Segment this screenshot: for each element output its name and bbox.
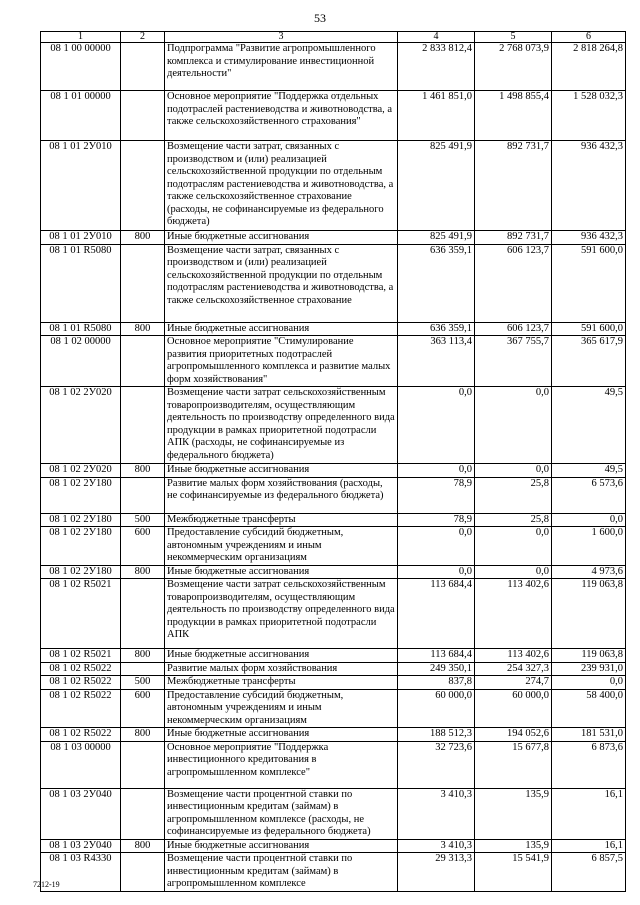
table-row (41, 231, 626, 245)
column-header-1: 1 (41, 32, 121, 43)
cell-code: 08 1 02 2У180 (41, 513, 121, 527)
cell-amount-1: 825 491,9 (398, 231, 475, 245)
cell-amount-2: 2 768 073,9 (475, 43, 552, 91)
cell-amount-1: 2 833 812,4 (398, 43, 475, 91)
cell-code: 08 1 02 2У180 (41, 527, 121, 566)
cell-name: Развитие малых форм хозяйствования (165, 662, 398, 676)
cell-amount-1: 0,0 (398, 565, 475, 579)
cell-amount-2: 60 000,0 (475, 689, 552, 728)
cell-name: Возмещение части процентной ставки по инвестиционным кредитам (займам) в агропромышленном комплексе (расходы, не софинансируемые из федерального бюджета) (165, 788, 398, 839)
cell-amount-3: 239 931,0 (552, 662, 626, 676)
cell-code: 08 1 02 R5022 (41, 676, 121, 690)
page-number: 53 (314, 11, 326, 25)
cell-amount-2: 606 123,7 (475, 244, 552, 322)
cell-amount-1: 363 113,4 (398, 336, 475, 387)
cell-expense-type: 500 (121, 513, 165, 527)
cell-amount-2: 25,8 (475, 513, 552, 527)
cell-amount-3: 16,1 (552, 839, 626, 853)
cell-amount-1: 825 491,9 (398, 141, 475, 231)
cell-name: Предоставление субсидий бюджетным, автономным учреждениям и иным некоммерческим организациям (165, 689, 398, 728)
cell-name: Иные бюджетные ассигнования (165, 231, 398, 245)
cell-expense-type (121, 579, 165, 649)
cell-amount-1: 1 461 851,0 (398, 91, 475, 141)
cell-amount-1: 78,9 (398, 477, 475, 513)
cell-expense-type (121, 91, 165, 141)
cell-amount-2: 113 402,6 (475, 649, 552, 663)
cell-code: 08 1 01 00000 (41, 91, 121, 141)
cell-expense-type: 800 (121, 728, 165, 742)
cell-expense-type (121, 141, 165, 231)
cell-code: 08 1 03 2У040 (41, 788, 121, 839)
cell-amount-3: 4 973,6 (552, 565, 626, 579)
cell-name: Иные бюджетные ассигнования (165, 565, 398, 579)
table-row (41, 91, 626, 141)
cell-expense-type (121, 788, 165, 839)
cell-name: Иные бюджетные ассигнования (165, 649, 398, 663)
cell-expense-type (121, 741, 165, 788)
cell-amount-2: 892 731,7 (475, 231, 552, 245)
cell-amount-3: 365 617,9 (552, 336, 626, 387)
cell-name: Основное мероприятие "Стимулирование развития приоритетных подотраслей агропромышленного комплекса и развитие малых форм хозяйствования" (165, 336, 398, 387)
cell-amount-2: 135,9 (475, 788, 552, 839)
cell-amount-1: 78,9 (398, 513, 475, 527)
table-row (41, 464, 626, 478)
table-row (41, 527, 626, 566)
cell-code: 08 1 03 00000 (41, 741, 121, 788)
table-body (41, 43, 626, 892)
cell-amount-2: 113 402,6 (475, 579, 552, 649)
cell-amount-3: 936 432,3 (552, 231, 626, 245)
cell-code: 08 1 01 R5080 (41, 322, 121, 336)
cell-code: 08 1 02 2У180 (41, 565, 121, 579)
table-row (41, 141, 626, 231)
cell-amount-1: 0,0 (398, 387, 475, 464)
table-header (41, 32, 626, 43)
cell-name: Возмещение части затрат сельскохозяйственным товаропроизводителям, осуществляющим деятельность по производству определенного вида продукции в рамках приоритетной подотрасли АПК (расходы, не софинансируемые из федерального бюджета) (165, 387, 398, 464)
cell-name: Межбюджетные трансферты (165, 513, 398, 527)
cell-amount-3: 49,5 (552, 387, 626, 464)
cell-expense-type (121, 336, 165, 387)
table-row (41, 579, 626, 649)
cell-amount-2: 1 498 855,4 (475, 91, 552, 141)
cell-amount-3: 0,0 (552, 513, 626, 527)
cell-amount-3: 6 573,6 (552, 477, 626, 513)
cell-amount-3: 6 857,5 (552, 853, 626, 892)
cell-name: Иные бюджетные ассигнования (165, 839, 398, 853)
cell-expense-type: 600 (121, 527, 165, 566)
cell-amount-1: 837,8 (398, 676, 475, 690)
cell-code: 08 1 02 R5021 (41, 649, 121, 663)
cell-expense-type: 800 (121, 649, 165, 663)
cell-amount-3: 591 600,0 (552, 244, 626, 322)
cell-name: Возмещение части процентной ставки по инвестиционным кредитам (займам) в агропромышленном комплексе (165, 853, 398, 892)
cell-expense-type (121, 477, 165, 513)
cell-amount-2: 367 755,7 (475, 336, 552, 387)
cell-expense-type: 800 (121, 464, 165, 478)
cell-amount-3: 0,0 (552, 676, 626, 690)
cell-amount-1: 113 684,4 (398, 579, 475, 649)
cell-code: 08 1 02 2У020 (41, 387, 121, 464)
cell-amount-3: 49,5 (552, 464, 626, 478)
table-row (41, 322, 626, 336)
cell-amount-2: 0,0 (475, 464, 552, 478)
cell-name: Возмещение части затрат, связанных с производством и (или) реализацией сельскохозяйственной продукции по отдельным подотраслям растениеводства и животноводства, а также сельскохозяйственное страхование (расходы, не софинансируемые из федерального бюджета) (165, 141, 398, 231)
cell-name: Иные бюджетные ассигнования (165, 728, 398, 742)
cell-amount-1: 29 313,3 (398, 853, 475, 892)
cell-code: 08 1 02 R5022 (41, 728, 121, 742)
column-header-3: 3 (165, 32, 398, 43)
cell-amount-1: 0,0 (398, 527, 475, 566)
cell-amount-2: 274,7 (475, 676, 552, 690)
cell-amount-1: 3 410,3 (398, 788, 475, 839)
cell-amount-1: 60 000,0 (398, 689, 475, 728)
cell-amount-2: 135,9 (475, 839, 552, 853)
cell-code: 08 1 01 R5080 (41, 244, 121, 322)
table-row (41, 728, 626, 742)
cell-expense-type: 800 (121, 565, 165, 579)
cell-amount-1: 636 359,1 (398, 244, 475, 322)
cell-amount-3: 1 600,0 (552, 527, 626, 566)
cell-name: Межбюджетные трансферты (165, 676, 398, 690)
cell-expense-type: 800 (121, 839, 165, 853)
budget-table (40, 31, 626, 892)
cell-expense-type: 600 (121, 689, 165, 728)
table-row (41, 649, 626, 663)
cell-name: Основное мероприятие "Поддержка инвестиционного кредитования в агропромышленном комплексе" (165, 741, 398, 788)
cell-expense-type (121, 853, 165, 892)
cell-expense-type (121, 662, 165, 676)
cell-expense-type: 500 (121, 676, 165, 690)
cell-code: 08 1 02 00000 (41, 336, 121, 387)
cell-code: 08 1 03 2У040 (41, 839, 121, 853)
cell-code: 08 1 02 R5022 (41, 689, 121, 728)
table-row (41, 477, 626, 513)
cell-code: 08 1 02 R5021 (41, 579, 121, 649)
cell-amount-2: 892 731,7 (475, 141, 552, 231)
cell-amount-1: 636 359,1 (398, 322, 475, 336)
cell-amount-3: 591 600,0 (552, 322, 626, 336)
cell-name: Иные бюджетные ассигнования (165, 464, 398, 478)
table-row (41, 788, 626, 839)
table-row (41, 689, 626, 728)
cell-code: 08 1 02 2У180 (41, 477, 121, 513)
cell-name: Основное мероприятие "Поддержка отдельных подотраслей растениеводства и животноводства, а также сельскохозяйственного страхования" (165, 91, 398, 141)
cell-amount-1: 113 684,4 (398, 649, 475, 663)
table-row (41, 336, 626, 387)
column-header-5: 5 (475, 32, 552, 43)
cell-amount-2: 15 677,8 (475, 741, 552, 788)
table-row (41, 839, 626, 853)
cell-amount-1: 249 350,1 (398, 662, 475, 676)
table-row (41, 565, 626, 579)
cell-amount-2: 0,0 (475, 565, 552, 579)
cell-code: 08 1 03 R4330 (41, 853, 121, 892)
cell-expense-type: 800 (121, 322, 165, 336)
cell-code: 08 1 01 2У010 (41, 141, 121, 231)
cell-amount-1: 0,0 (398, 464, 475, 478)
table-row (41, 741, 626, 788)
table-row (41, 513, 626, 527)
column-header-2: 2 (121, 32, 165, 43)
cell-code: 08 1 01 2У010 (41, 231, 121, 245)
cell-amount-3: 16,1 (552, 788, 626, 839)
cell-amount-1: 32 723,6 (398, 741, 475, 788)
cell-expense-type: 800 (121, 231, 165, 245)
cell-amount-2: 25,8 (475, 477, 552, 513)
cell-code: 08 1 02 R5022 (41, 662, 121, 676)
cell-name: Возмещение части затрат, связанных с производством и (или) реализацией сельскохозяйственной продукции по отдельным подотраслям растениеводства и животноводства, а также сельскохозяйственное страхование (165, 244, 398, 322)
cell-code: 08 1 02 2У020 (41, 464, 121, 478)
cell-amount-2: 254 327,3 (475, 662, 552, 676)
cell-name: Возмещение части затрат сельскохозяйственным товаропроизводителям, осуществляющим деятельность по производству определенного вида продукции в рамках приоритетной подотрасли АПК (165, 579, 398, 649)
table-row (41, 244, 626, 322)
cell-amount-2: 0,0 (475, 387, 552, 464)
cell-amount-3: 181 531,0 (552, 728, 626, 742)
table-row (41, 853, 626, 892)
cell-amount-1: 188 512,3 (398, 728, 475, 742)
cell-expense-type (121, 387, 165, 464)
cell-name: Развитие малых форм хозяйствования (расходы, не софинансируемые из федерального бюджета) (165, 477, 398, 513)
cell-code: 08 1 00 00000 (41, 43, 121, 91)
cell-amount-3: 119 063,8 (552, 649, 626, 663)
cell-amount-3: 936 432,3 (552, 141, 626, 231)
cell-amount-2: 15 541,9 (475, 853, 552, 892)
header-row (41, 32, 626, 43)
cell-expense-type (121, 244, 165, 322)
cell-amount-3: 119 063,8 (552, 579, 626, 649)
table-row (41, 676, 626, 690)
cell-name: Иные бюджетные ассигнования (165, 322, 398, 336)
cell-amount-2: 194 052,6 (475, 728, 552, 742)
cell-name: Предоставление субсидий бюджетным, автономным учреждениям и иным некоммерческим организациям (165, 527, 398, 566)
table-row (41, 43, 626, 91)
cell-amount-2: 0,0 (475, 527, 552, 566)
column-header-4: 4 (398, 32, 475, 43)
table-row (41, 662, 626, 676)
column-header-6: 6 (552, 32, 626, 43)
cell-amount-3: 6 873,6 (552, 741, 626, 788)
cell-amount-3: 2 818 264,8 (552, 43, 626, 91)
table-row (41, 387, 626, 464)
cell-amount-2: 606 123,7 (475, 322, 552, 336)
footer-code: 7212-19 (33, 880, 60, 889)
cell-amount-1: 3 410,3 (398, 839, 475, 853)
cell-amount-3: 58 400,0 (552, 689, 626, 728)
cell-expense-type (121, 43, 165, 91)
cell-name: Подпрограмма "Развитие агропромышленного комплекса и стимулирование инвестиционной деятельности" (165, 43, 398, 91)
cell-amount-3: 1 528 032,3 (552, 91, 626, 141)
